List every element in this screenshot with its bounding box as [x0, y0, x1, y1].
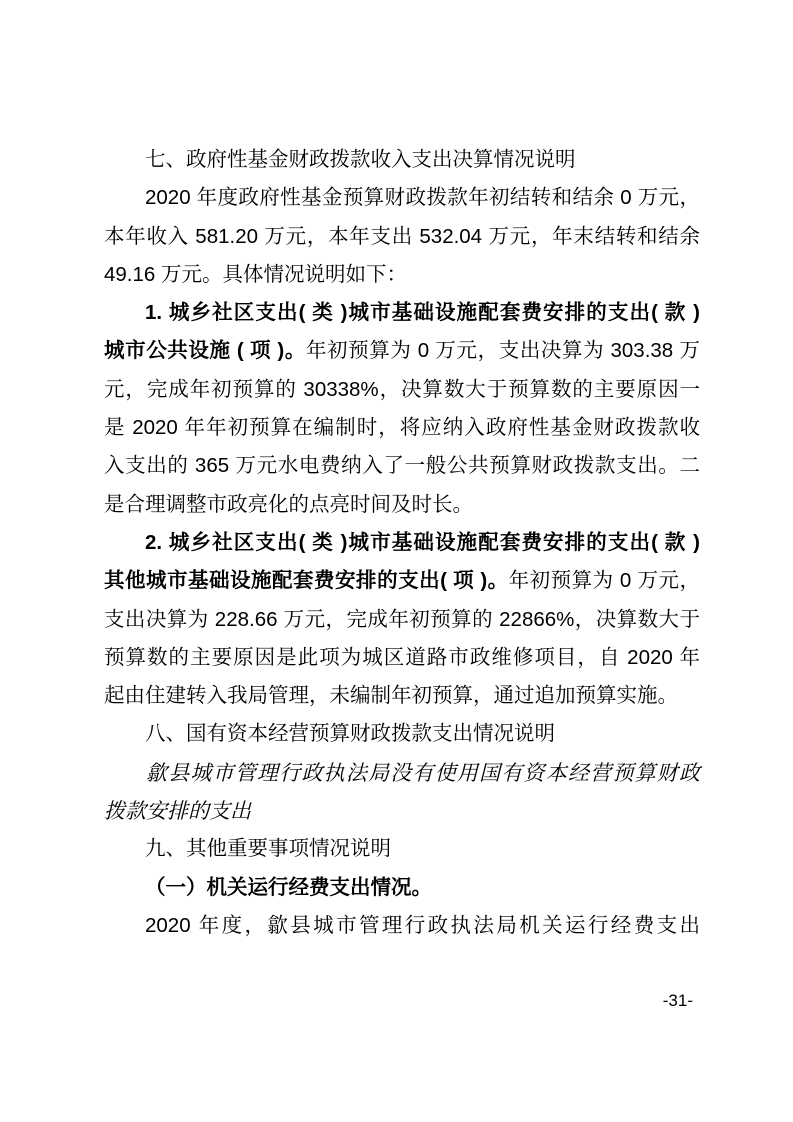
item-2-body-line: 支出决算为 228.66 万元，完成年初预算的 22866%，决算数大于: [104, 607, 700, 631]
item-1-heading-tail: 城市公共设施 ( 项 )。: [104, 339, 306, 363]
item-1-body-line: 是合理调整市政亮化的点亮时间及时长。: [104, 492, 473, 516]
item-2-body-line: 预算数的主要原因是此项为城区道路市政维修项目，自 2020 年: [104, 645, 700, 669]
item-1-body-line: 是 2020 年年初预算在编制时，将应纳入政府性基金财政拨款收: [104, 416, 700, 440]
document-body: [104, 141, 700, 945]
section-8-note-line: 拨款安排的支出: [104, 799, 251, 824]
item-1-body-line: 元，完成年初预算的 30338%，决算数大于预算数的主要原因一: [104, 377, 700, 401]
section-7-overview-line: 49.16 万元。具体情况说明如下：: [104, 262, 407, 286]
item-2-mixed-line: [104, 562, 700, 600]
section-9-sub1-line: 2020 年度，歙县城市管理行政执法局机关运行经费支出: [145, 913, 700, 937]
section-9-sub1-heading: （一）机关运行经费支出情况。: [145, 875, 432, 899]
item-2-heading-tail: 其他城市基础设施配套费安排的支出( 项 )。: [104, 569, 509, 593]
item-2-heading-line: 2. 城乡社区支出( 类 )城市基础设施配套费安排的支出( 款 ): [145, 530, 700, 554]
item-1-mixed-line: [104, 332, 700, 370]
section-7-overview-line: 2020 年度政府性基金预算财政拨款年初结转和结余 0 万元，: [145, 186, 700, 210]
section-8-note-line: 歙县城市管理行政执法局没有使用国有资本经营预算财政: [146, 760, 700, 785]
section-9-heading: 九、其他重要事项情况说明: [145, 837, 391, 861]
section-8-heading: 八、国有资本经营预算财政拨款支出情况说明: [145, 722, 555, 746]
item-1-body-start: 年初预算为 0 万元，支出决算为 303.38 万: [305, 339, 700, 363]
item-1-body-line: 入支出的 365 万元水电费纳入了一般公共预算财政拨款支出。二: [104, 454, 700, 478]
item-1-heading-line: 1. 城乡社区支出( 类 )城市基础设施配套费安排的支出( 款 ): [145, 301, 700, 325]
item-2-body-line: 起由住建转入我局管理，未编制年初预算，通过追加预算实施。: [104, 684, 678, 708]
page-number: -31-: [662, 991, 693, 1010]
section-7-heading: 七、政府性基金财政拨款收入支出决算情况说明: [145, 148, 576, 171]
item-2-body-start: 年初预算为 0 万元，: [508, 569, 700, 593]
section-7-overview-line: 本年收入 581.20 万元，本年支出 532.04 万元，年末结转和结余: [104, 224, 700, 248]
